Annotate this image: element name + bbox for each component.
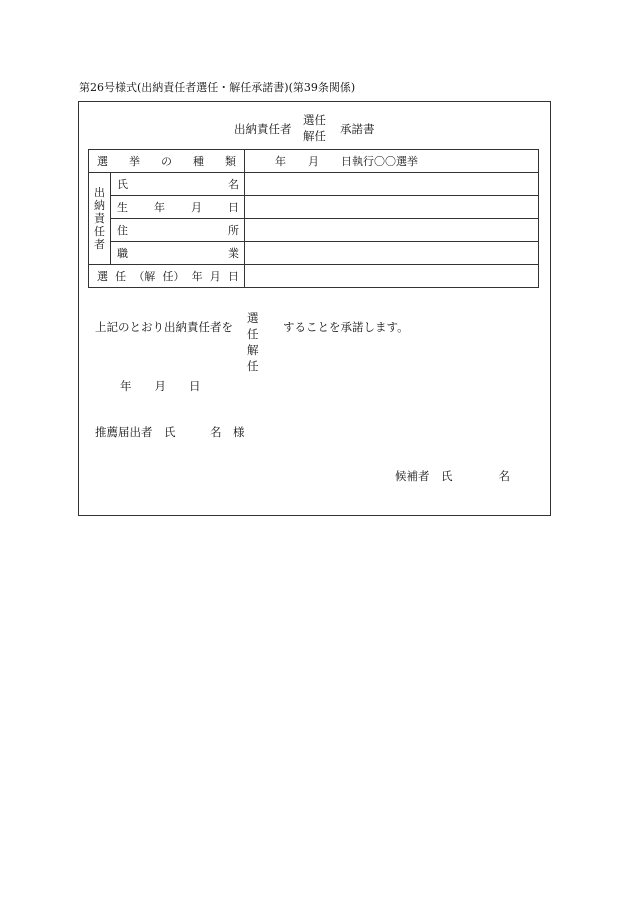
label-char: の bbox=[161, 155, 172, 168]
date-line: 年 月 日 bbox=[120, 379, 201, 393]
form-title bbox=[79, 112, 550, 146]
election-type-label bbox=[89, 150, 245, 173]
title-option-appoint: 選任 bbox=[303, 113, 326, 127]
label-char: 種 bbox=[193, 155, 204, 168]
label-char: 住 bbox=[117, 224, 128, 237]
candidate-line: 候補者 氏 名 bbox=[395, 469, 510, 483]
name-value-cell[interactable] bbox=[245, 173, 539, 196]
title-main: 出納責任者 bbox=[234, 122, 292, 136]
address-value-cell[interactable] bbox=[245, 219, 539, 242]
label-char: 年 bbox=[154, 201, 165, 214]
statement-after: することを承諾します。 bbox=[283, 320, 409, 334]
election-type-text: 年 月 日執行〇〇選挙 bbox=[275, 155, 418, 168]
label-char: 任 bbox=[115, 270, 127, 283]
table-row-election-type bbox=[89, 150, 539, 173]
table-row-name bbox=[89, 173, 539, 196]
address-label bbox=[111, 219, 245, 242]
label-char: 類 bbox=[225, 155, 236, 168]
label-char: 者 bbox=[94, 238, 105, 251]
label-char: 月 bbox=[191, 201, 202, 214]
label-char: 責 bbox=[94, 212, 105, 225]
appointment-date-label bbox=[89, 265, 245, 288]
label-char: 任） bbox=[162, 270, 185, 283]
title-suffix: 承諾書 bbox=[340, 122, 375, 136]
statement-option-stack bbox=[247, 310, 259, 374]
label-char: 日 bbox=[227, 270, 239, 283]
treasurer-group-label bbox=[89, 173, 111, 265]
appointment-date-value-cell[interactable] bbox=[245, 265, 539, 288]
statement-option-dismiss: 解任 bbox=[247, 343, 259, 373]
title-option-stack bbox=[303, 112, 326, 144]
table-row-occupation bbox=[89, 242, 539, 265]
label-char: 選 bbox=[97, 270, 108, 283]
occupation-label bbox=[111, 242, 245, 265]
statement-option-appoint: 選任 bbox=[247, 311, 259, 341]
label-char: 出 bbox=[94, 186, 105, 199]
label-char: 選 bbox=[97, 155, 108, 168]
title-option-dismiss: 解任 bbox=[303, 129, 326, 143]
label-char: 氏 bbox=[117, 178, 128, 191]
label-char: 職 bbox=[117, 247, 128, 260]
label-char: 名 bbox=[228, 178, 239, 191]
occupation-value-cell[interactable] bbox=[245, 242, 539, 265]
table-row-appointment-date bbox=[89, 265, 539, 288]
label-char: 業 bbox=[228, 247, 239, 260]
label-char: 月 bbox=[209, 270, 221, 283]
label-char: （解 bbox=[133, 270, 156, 283]
label-char: 挙 bbox=[129, 155, 140, 168]
label-char: 納 bbox=[94, 199, 105, 212]
label-char: 所 bbox=[228, 224, 239, 237]
statement-before: 上記のとおり出納責任者を bbox=[95, 320, 233, 334]
label-char: 任 bbox=[94, 225, 105, 238]
form-frame bbox=[78, 101, 551, 516]
form-caption: 第26号様式(出納責任者選任・解任承諾書)(第39条関係) bbox=[79, 81, 356, 94]
birthdate-value-cell[interactable] bbox=[245, 196, 539, 219]
label-char: 年 bbox=[191, 270, 203, 283]
table-row-birthdate bbox=[89, 196, 539, 219]
election-type-value bbox=[245, 150, 539, 173]
label-char: 日 bbox=[228, 201, 239, 214]
table-row-address bbox=[89, 219, 539, 242]
name-label bbox=[111, 173, 245, 196]
recommender-line: 推薦届出者 氏 名 様 bbox=[95, 425, 245, 439]
info-table bbox=[88, 149, 539, 288]
birthdate-label bbox=[111, 196, 245, 219]
label-char: 生 bbox=[117, 201, 128, 214]
